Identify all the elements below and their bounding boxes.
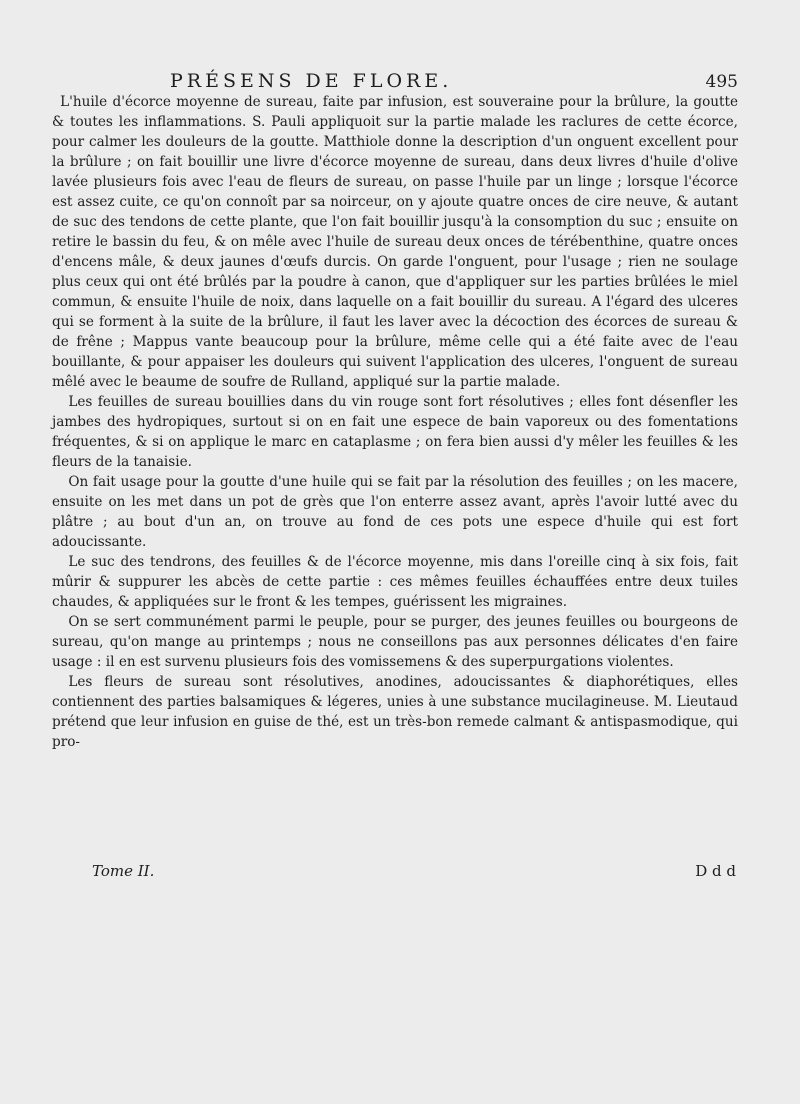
paragraph-elder-leaves-wine: Les feuilles de sureau bouillies dans du vin rouge sont fort résolutives ; elles font désenfler les jambes des hydropiques, surtout si on en fait une espece de bain vaporeux ou des fomentations fréquentes, & si on applique le marc en cataplasme ; on fera bien aussi d'y mêler les feuilles & les fleurs de la tanaisie.: [52, 394, 738, 470]
paragraph-elder-bark-oil: L'huile d'écorce moyenne de sureau, faite par infusion, est souveraine pour la brûlure, la goutte & toutes les inflammations. S. Pauli appliquoit sur la partie malade les raclures de cette écorce, pour calmer les douleurs de la goutte. Matthiole donne la description d'un onguent excellent pour la brûlure ; on fait bouillir une livre d'écorce moyenne de sureau, dans deux livres d'huile d'olive lavée plusieurs fois avec l'eau de fleurs de sureau, on passe l'huile par un linge ; lorsque l'écorce est assez cuite, ce qu'on connoît par sa noirceur, on y ajoute quatre onces de cire neuve, & autant de suc des tendons de cette plante, que l'on fait bouillir jusqu'à la consomption du suc ; ensuite on retire le bassin du feu, & on mêle avec l'huile de sureau deux onces de térébenthine, quatre onces d'encens mâle, & deux jaunes d'œufs durcis. On garde l'onguent, pour l'usage ; rien ne soulage plus ceux qui ont été brûlés par la poudre à canon, que d'appliquer sur les parties brûlées le miel commun, & ensuite l'huile de noix, dans laquelle on a fait bouillir du sureau. A l'égard des ulceres qui se forment à la suite de la brûlure, il faut les laver avec la décoction des écorces de sureau & de frêne ; Mappus vante beaucoup pour la brûlure, même celle qui a été faite avec de l'eau bouillante, & pour appaiser les douleurs qui suivent l'application des ulceres, l'onguent de sureau mêlé avec le beaume de soufre de Rulland, appliqué sur la partie malade.: [52, 94, 738, 390]
volume-label: Tome II.: [92, 862, 155, 880]
page-number: 495: [705, 72, 738, 92]
body-text: [52, 92, 738, 752]
paragraph-sprout-juice: Le suc des tendrons, des feuilles & de l'écorce moyenne, mis dans l'oreille cinq à six fois, fait mûrir & suppurer les abcès de cette partie : ces mêmes feuilles échauffées entre deux tuiles chaudes, & appliquées sur le front & les tempes, guérissent les migraines.: [52, 554, 738, 610]
signature-mark: D d d: [695, 862, 736, 880]
page-footer: [92, 862, 738, 884]
paragraph-young-leaves-purge: On se sert communément parmi le peuple, pour se purger, des jeunes feuilles ou bourgeons de sureau, qu'on mange au printemps ; nous ne conseillons pas aux personnes délicates d'en faire usage : il en est survenu plusieurs fois des vomissemens & des superpurgations violentes.: [52, 614, 738, 670]
paragraph-leaf-oil-gout: On fait usage pour la goutte d'une huile qui se fait par la résolution des feuilles ; on les macere, ensuite on les met dans un pot de grès que l'on enterre assez avant, après l'avoir lutté avec du plâtre ; au bout d'un an, on trouve au fond de ces pots une espece d'huile qui est fort adoucissante.: [52, 474, 738, 550]
paragraph-elder-flowers: Les fleurs de sureau sont résolutives, anodines, adoucissantes & diaphorétiques, elles contiennent des parties balsamiques & légeres, unies à une substance mucilagineuse. M. Lieutaud prétend que leur infusion en guise de thé, est un très-bon remede calmant & antispasmodique, qui pro-: [52, 674, 738, 750]
running-title: PRÉSENS DE FLORE.: [170, 70, 453, 92]
